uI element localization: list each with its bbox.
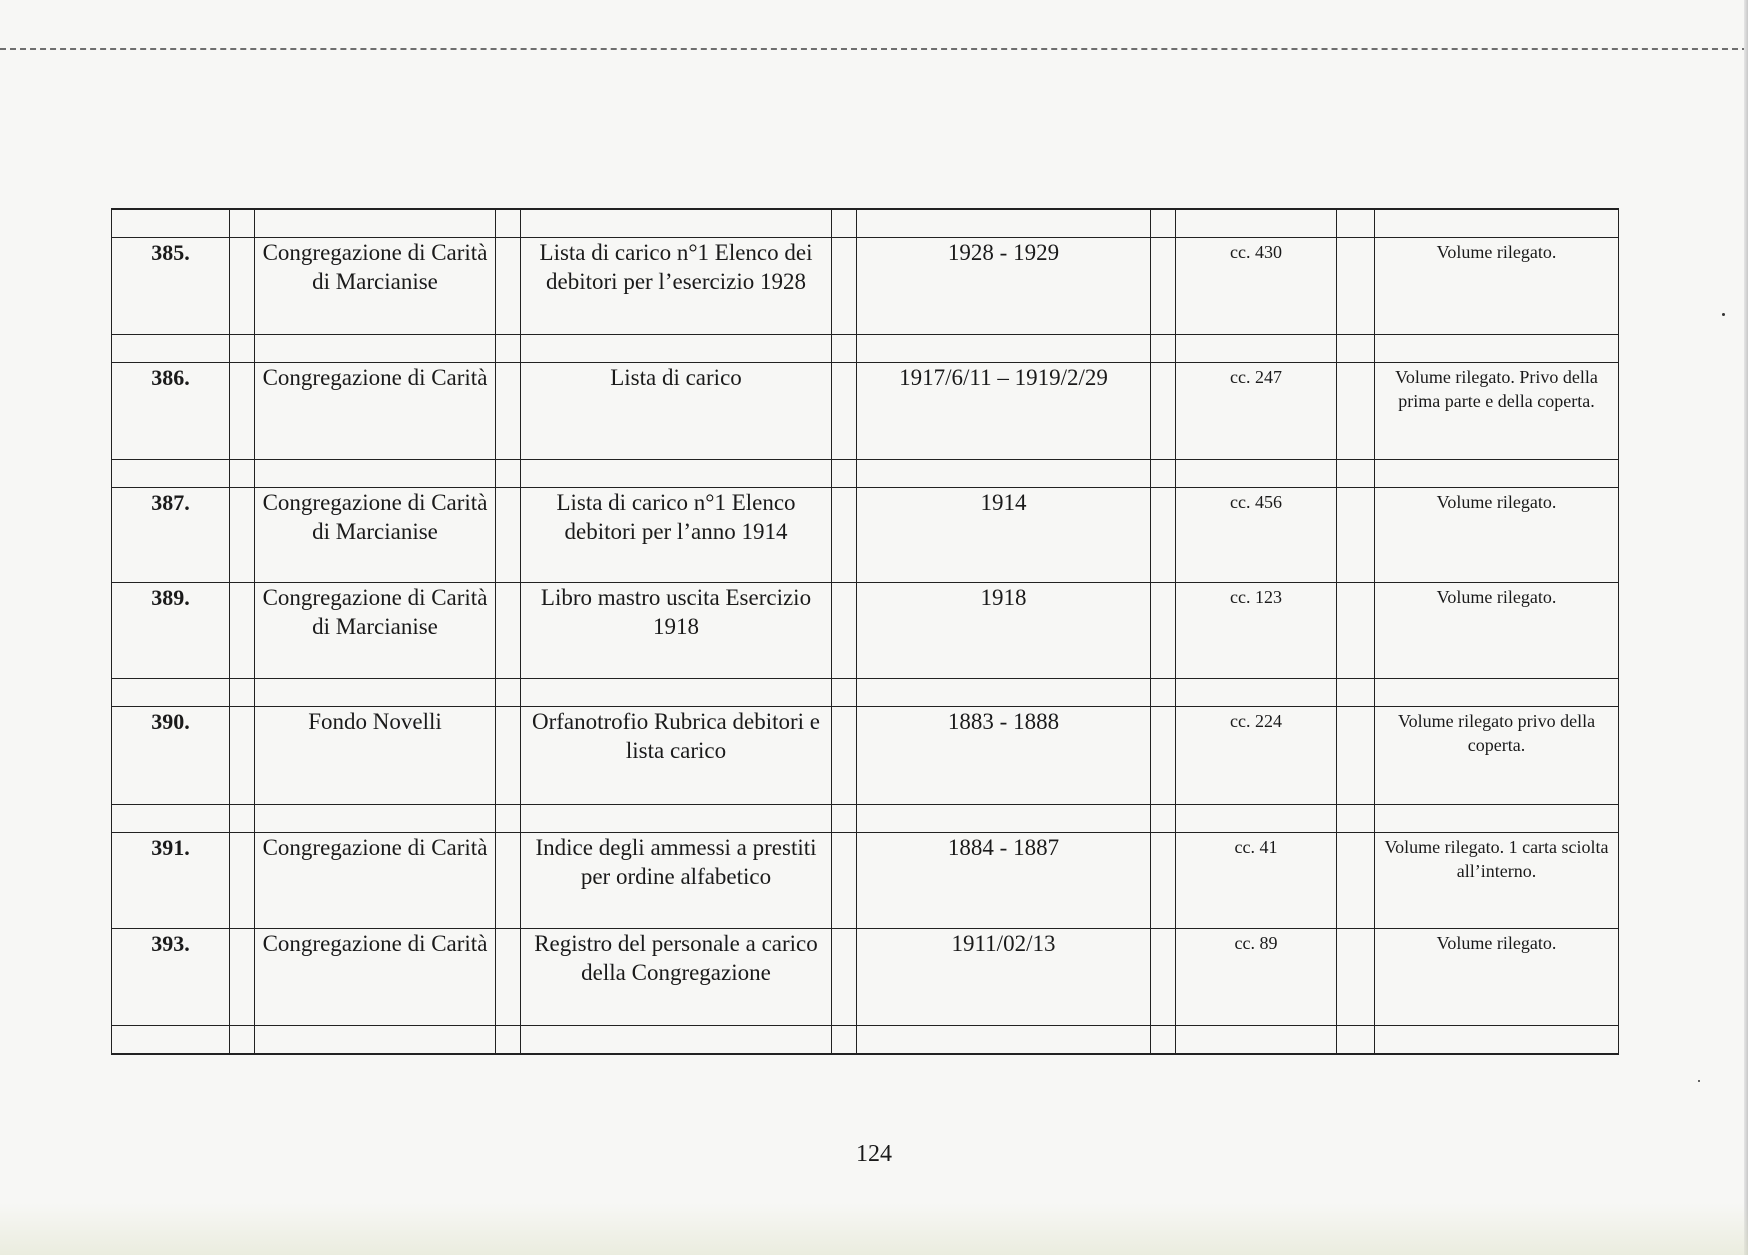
record-pages: cc. 247 <box>1176 363 1337 460</box>
record-title: Lista di carico n°1 Elenco debitori per l’anno 1914 <box>521 488 832 583</box>
table-row <box>112 707 1619 805</box>
record-title: Indice degli ammessi a prestiti per ordine alfabetico <box>521 833 832 929</box>
record-notes: Volume rilegato. <box>1375 488 1619 583</box>
record-notes: Volume rilegato. <box>1375 238 1619 335</box>
table-spacer-row <box>112 460 1619 488</box>
record-fondo: Congregazione di Carità <box>255 363 496 460</box>
record-fondo: Fondo Novelli <box>255 707 496 805</box>
table-row <box>112 363 1619 460</box>
table-spacer-row <box>112 1026 1619 1055</box>
table-row <box>112 488 1619 583</box>
record-pages: cc. 123 <box>1176 583 1337 679</box>
record-dates: 1883 - 1888 <box>857 707 1151 805</box>
record-title: Registro del personale a carico della Congregazione <box>521 929 832 1026</box>
table-row <box>112 929 1619 1026</box>
record-fondo: Congregazione di Carità <box>255 833 496 929</box>
record-number: 387. <box>112 488 230 583</box>
record-fondo: Congregazione di Carità di Marcianise <box>255 238 496 335</box>
record-title: Orfanotrofio Rubrica debitori e lista carico <box>521 707 832 805</box>
scan-bottom-tint <box>0 1203 1748 1255</box>
record-pages: cc. 41 <box>1176 833 1337 929</box>
record-notes: Volume rilegato. Privo della prima parte e della coperta. <box>1375 363 1619 460</box>
table-spacer-row <box>112 805 1619 833</box>
record-number: 385. <box>112 238 230 335</box>
scan-speck <box>1722 313 1725 316</box>
scan-speck <box>1698 1080 1700 1082</box>
record-number: 391. <box>112 833 230 929</box>
record-notes: Volume rilegato privo della coperta. <box>1375 707 1619 805</box>
record-pages: cc. 430 <box>1176 238 1337 335</box>
record-title: Lista di carico n°1 Elenco dei debitori per l’esercizio 1928 <box>521 238 832 335</box>
record-pages: cc. 456 <box>1176 488 1337 583</box>
record-fondo: Congregazione di Carità di Marcianise <box>255 488 496 583</box>
record-notes: Volume rilegato. <box>1375 929 1619 1026</box>
page-number: 124 <box>856 1141 892 1167</box>
record-number: 389. <box>112 583 230 679</box>
record-dates: 1917/6/11 – 1919/2/29 <box>857 363 1151 460</box>
record-pages: cc. 224 <box>1176 707 1337 805</box>
scan-top-dashed-rule <box>0 48 1748 50</box>
table-spacer-row <box>112 209 1619 238</box>
record-dates: 1928 - 1929 <box>857 238 1151 335</box>
record-number: 390. <box>112 707 230 805</box>
record-title: Lista di carico <box>521 363 832 460</box>
record-fondo: Congregazione di Carità <box>255 929 496 1026</box>
scan-right-edge <box>1744 0 1748 1255</box>
table-spacer-row <box>112 335 1619 363</box>
record-pages: cc. 89 <box>1176 929 1337 1026</box>
record-notes: Volume rilegato. 1 carta sciolta all’interno. <box>1375 833 1619 929</box>
record-dates: 1918 <box>857 583 1151 679</box>
table-row <box>112 833 1619 929</box>
table-row <box>112 238 1619 335</box>
inventory-table <box>111 208 1619 1055</box>
record-dates: 1884 - 1887 <box>857 833 1151 929</box>
record-fondo: Congregazione di Carità di Marcianise <box>255 583 496 679</box>
record-notes: Volume rilegato. <box>1375 583 1619 679</box>
record-dates: 1911/02/13 <box>857 929 1151 1026</box>
table-spacer-row <box>112 679 1619 707</box>
record-dates: 1914 <box>857 488 1151 583</box>
record-number: 386. <box>112 363 230 460</box>
table-row <box>112 583 1619 679</box>
record-number: 393. <box>112 929 230 1026</box>
record-title: Libro mastro uscita Esercizio 1918 <box>521 583 832 679</box>
